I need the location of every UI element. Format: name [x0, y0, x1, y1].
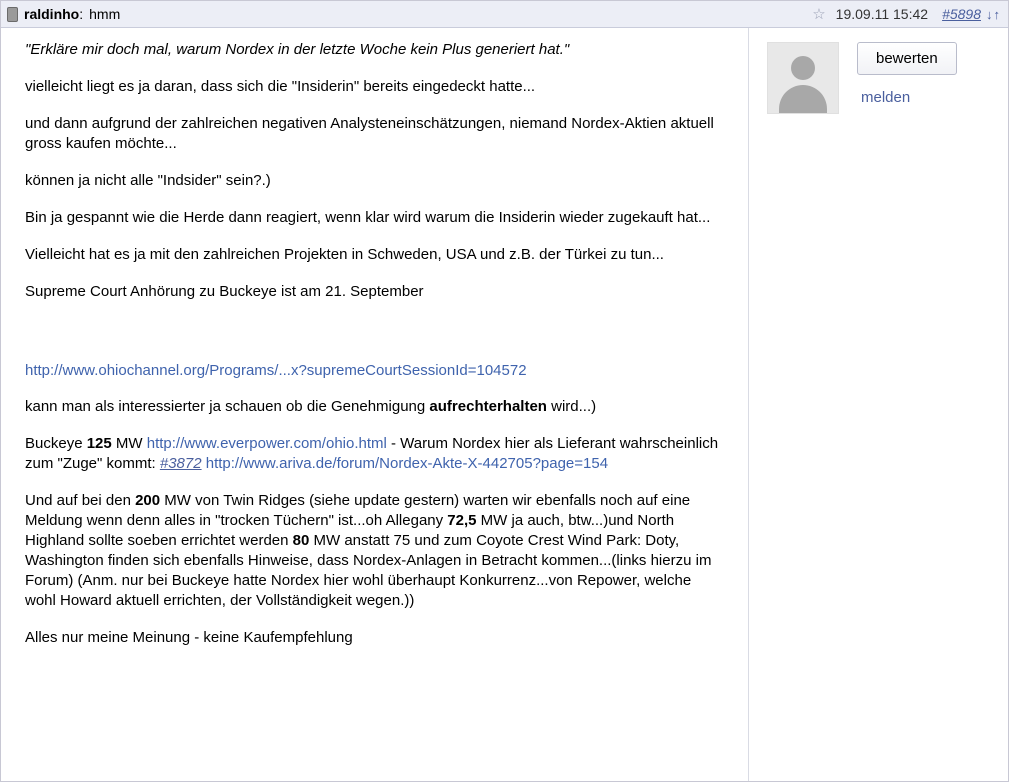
post-body: [1, 28, 1008, 782]
star-icon[interactable]: ☆: [812, 5, 826, 23]
post-number-link[interactable]: #5898: [942, 6, 981, 22]
paragraph-8-bold: aufrechterhalten: [429, 398, 547, 416]
post-author[interactable]: raldinho: [24, 6, 80, 22]
paragraph-10-text-c: MW ja auch, btw...)und North Highland sollte soeben errichtet werden: [25, 512, 675, 550]
paragraph-10-text-a: Und auf bei den: [25, 492, 136, 510]
everpower-link[interactable]: http://www.everpower.com/ohio.html: [146, 435, 387, 453]
paragraph-spacer: [25, 319, 726, 361]
avatar: [767, 42, 839, 114]
arrow-down-icon[interactable]: ↓: [986, 6, 993, 22]
avatar-body-shape: [779, 85, 827, 114]
post-timestamp: 19.09.11 15:42: [835, 6, 929, 22]
paragraph-9-text-c: - Warum Nordex hier als Lieferant wahrscheinlich zum "Zuge" kommt:: [25, 435, 719, 473]
paragraph-2: vielleicht liegt es ja daran, dass sich die "Insiderin" bereits eingedeckt hatte...: [25, 77, 536, 95]
paragraph-link-1: [25, 361, 726, 381]
paragraph-10-bold-80: 80: [292, 532, 310, 550]
paragraph-8-text-b: wird...): [546, 398, 597, 416]
paragraph-6: Vielleicht hat es ja mit den zahlreichen Projekten in Schweden, USA und z.B. der Türkei zu tun...: [25, 245, 664, 263]
sidebar-actions: [857, 42, 957, 106]
report-link[interactable]: melden: [861, 89, 911, 106]
rate-button[interactable]: bewerten: [857, 42, 957, 75]
post-reference-link[interactable]: #3872: [159, 455, 202, 473]
paragraph-9-text-a: Buckeye: [25, 435, 87, 453]
paragraph-9: [25, 434, 726, 474]
avatar-head-shape: [791, 56, 815, 80]
paragraph-5: Bin ja gespannt wie die Herde dann reagiert, wenn klar wird warum die Insiderin wieder zugekauft hat...: [25, 208, 711, 226]
paragraph-10-bold-200: 200: [135, 492, 161, 510]
paragraph-4: können ja nicht alle "Indsider" sein?.): [25, 171, 271, 189]
paragraph-quote: "Erkläre mir doch mal, warum Nordex in der letzte Woche kein Plus generiert hat.": [25, 41, 570, 58]
post-header: [1, 1, 1008, 28]
arrow-up-icon[interactable]: ↑: [993, 6, 1000, 22]
sidebar-row: [767, 42, 992, 114]
paragraph-8-text-a: kann man als interessierter ja schauen ob die Genehmigung: [25, 398, 430, 416]
paragraph-10-text-b: MW von Twin Ridges (siehe update gestern) warten wir ebenfalls noch auf eine Meldung wenn denn alles in "trocken Tüchern" ist...oh Allegany: [25, 492, 691, 530]
paragraph-7: Supreme Court Anhörung zu Buckeye ist am 21. September: [25, 282, 424, 300]
mobile-device-icon: [7, 7, 18, 22]
post-sidebar: [749, 28, 1008, 782]
ohiochannel-link[interactable]: http://www.ohiochannel.org/Programs/...x?supremeCourtSessionId=104572: [25, 361, 527, 379]
paragraph-11: Alles nur meine Meinung - keine Kaufempfehlung: [25, 628, 353, 646]
paragraph-10: [25, 491, 726, 611]
paragraph-9-bold-125: 125: [86, 435, 112, 453]
author-separator: :: [79, 6, 84, 22]
paragraph-10-bold-725: 72,5: [447, 512, 477, 530]
paragraph-10-text-d: MW anstatt 75 und zum Coyote Crest Wind Park: Doty, Washington finden sich ebenfalls Hinweise, dass Nordex-Anlagen in Betracht kommen...(links hierzu im Forum) (Anm. nur bei Buckeye hatte Nordex hier wohl überhaupt Konkurrenz...von Repower, welche wohl Howard aktuell errichten, der Vollständigkeit wegen.)): [25, 532, 712, 609]
paragraph-9-text-b: MW: [111, 435, 147, 453]
ariva-forum-link[interactable]: http://www.ariva.de/forum/Nordex-Akte-X-442705?page=154: [205, 455, 609, 473]
post-subject: hmm: [89, 6, 121, 22]
paragraph-8: [25, 397, 726, 417]
paragraph-3: und dann aufgrund der zahlreichen negativen Analysteneinschätzungen, niemand Nordex-Aktien aktuell gross kaufen möchte...: [25, 114, 714, 152]
post-text-column: [1, 28, 749, 782]
